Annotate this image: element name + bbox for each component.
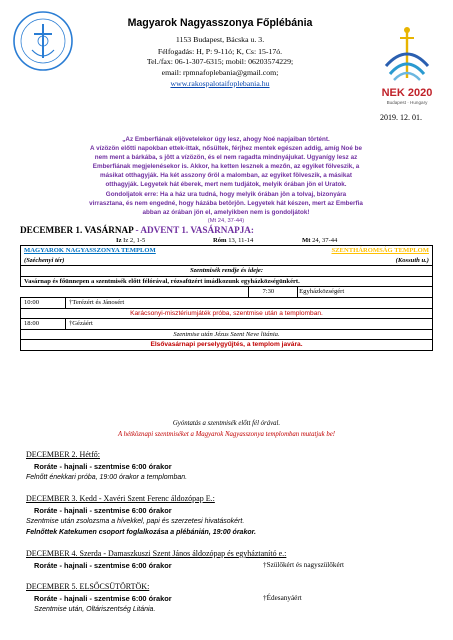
litany-note: Szentmise után Jézus Szent Neve litánia. [21, 329, 433, 340]
nek-logo-text: NEK 2020 [381, 87, 433, 99]
rosary-note: Vasárnap és főünnepen a szentmisék előtt félórával, rózsafüzért imádkozunk egyházközségünkért. [21, 276, 433, 287]
table-row [21, 319, 433, 330]
day-note: Szentmise után, Oltáriszentség Litánia. [34, 606, 156, 613]
table-row [21, 340, 433, 351]
day-intention: †Szülőkért és nagyszülőkért [263, 561, 345, 569]
reading-1-label: Iz [116, 237, 122, 244]
quote-line: nem ment a bárkába, s jött a vízözön, és el nem ragadta mindnyájukat. Ugyanígy lesz az [94, 154, 358, 162]
email-line: email: rpmnafoplebania@gmail.com; [161, 68, 279, 77]
intention-1800: †Gézáért [66, 319, 249, 330]
order-title: Szentmisék rendje és ideje: [21, 266, 433, 277]
reading-2-ref: 13, 11-14 [228, 237, 254, 244]
parish-address: 1153 Budapest, Bácska u. 3. [175, 35, 265, 44]
rorate-mass: Roráte - hajnali - szentmise 6:00 órakor [34, 594, 172, 603]
reading-3-label: Mt [302, 237, 311, 244]
office-hours: Félfogadás: H, P: 9-11ó; K, Cs: 15-17ó. [157, 47, 283, 56]
confession-note: Gyóntatás a szentmisék előtt fél órával. [172, 420, 281, 427]
table-row [21, 256, 433, 266]
quote-line: otthagyják. Legyetek hát éberek, mert nem tudjátok, melyik órában jön el Uratok. [105, 181, 347, 189]
sunday-feast: - ADVENT 1. VASÁRNAPJA: [133, 225, 254, 235]
table-row [21, 266, 433, 277]
reading-1-ref: Iz 2, 1-5 [123, 237, 146, 244]
website-link[interactable]: www.rakospalotaifoplebania.hu [170, 79, 270, 88]
church-2-location: (Kossuth u.) [395, 256, 429, 264]
table-row [21, 297, 433, 308]
time-730: 7:30 [249, 287, 298, 297]
quote-reference: (Mt 24, 37-44) [207, 217, 245, 224]
quote-line: másikat otthagyják. Ha két asszony őröl a malomban, az egyiket fölveszik, a másikat [100, 172, 352, 180]
reading-3 [302, 237, 337, 244]
gospel-quote [38, 135, 414, 226]
phone-line: Tel./fax: 06-1-307-6315; mobil: 06203574229; [146, 57, 294, 66]
choir-rehearsal-note: Karácsonyi-misztériumjáték próba, szentmise után a templomban. [21, 308, 433, 319]
nek-logo-subtext: Budapest · Hungary [386, 100, 428, 105]
reading-3-ref: 24, 37-44 [312, 237, 338, 244]
mass-schedule-table [20, 245, 433, 351]
day-heading: DECEMBER 5. ELSŐCSÜTÖRTÖK: [26, 582, 150, 591]
table-row [21, 246, 433, 256]
day-note: Felnőttek Katekumen csoport foglalkozása a plébánián, 19:00 órakor. [26, 529, 256, 536]
day-heading: DECEMBER 2. Hétfő: [26, 450, 100, 459]
table-row [21, 308, 433, 319]
church-1-location: (Széchenyi tér) [24, 256, 65, 264]
parish-title: Magyarok Nagyasszonya Főplébánia [127, 17, 313, 29]
table-row [21, 287, 433, 298]
day-heading: DECEMBER 3. Kedd - Xavéri Szent Ferenc áldozópap E.: [26, 494, 215, 503]
sunday-heading [20, 225, 254, 235]
quote-line: virrasztana, és nem engedné, hogy házába betörjön. Legyetek hát készen, mert az Emberfia [89, 199, 363, 207]
rorate-mass: Roráte - hajnali - szentmise 6:00 órakor [34, 561, 172, 570]
reading-2 [213, 237, 253, 244]
sunday-date: DECEMBER 1. VASÁRNAP [20, 225, 134, 235]
rorate-mass: Roráte - hajnali - szentmise 6:00 órakor [34, 506, 172, 515]
reading-1 [116, 237, 145, 244]
day-note: Szentmise után zsolozsma a hívekkel, papi és szerzetesi hivatásokért. [26, 518, 245, 525]
quote-line: Emberfiának megjelenésekor is. Akkor, ha ketten lesznek a mezőn, az egyiket fölveszik, a [92, 163, 360, 171]
quote-line: „Az Emberfiának eljövetelekor úgy lesz, ahogy Noé napjaiban történt. [122, 136, 330, 143]
table-row [21, 276, 433, 287]
intention-730: Egyházközségért [299, 288, 345, 296]
bulletin-date: 2019. 12. 01. [380, 113, 422, 122]
table-row [21, 329, 433, 340]
intention-1000: †Terézért és Jánosért [66, 297, 249, 308]
time-1800: 18:00 [21, 319, 66, 330]
weekday-mass-note: A hétköznapi szentmiséket a Magyarok Nagyasszonya templomban mutatjuk be! [117, 431, 336, 438]
day-heading: DECEMBER 4. Szerda - Damaszkuszi Szent János áldozópap és egyháztanító e.: [26, 549, 287, 558]
collection-note: Elsővasárnapi perselygyűjtés, a templom javára. [21, 340, 433, 351]
quote-line: A vízözön előtti napokban ettek-ittak, nősültek, férjhez mentek egészen addig, amíg Noé be [90, 145, 362, 153]
quote-line: abban az órában jön el, amelyikben nem is gondoljátok! [142, 208, 310, 216]
church-1-name: MAGYAROK NAGYASSZONYA TEMPLOM [24, 247, 156, 254]
rorate-mass: Roráte - hajnali - szentmise 6:00 órakor [34, 462, 172, 471]
time-1000: 10:00 [21, 297, 66, 308]
nek-logo [372, 20, 442, 95]
day-note: Felnőtt énekkari próba, 19:00 órakor a templomban. [26, 474, 188, 481]
parish-logo [12, 10, 74, 72]
quote-line: Gondoljatok erre: Ha a ház ura tudná, hogy melyik órában jön a tolvaj, bizonyára [105, 190, 347, 198]
reading-2-label: Róm [213, 237, 227, 244]
church-2-name: SZENTHÁROMSÁG TEMPLOM [331, 247, 429, 254]
day-intention: †Édesanyáért [263, 594, 302, 602]
